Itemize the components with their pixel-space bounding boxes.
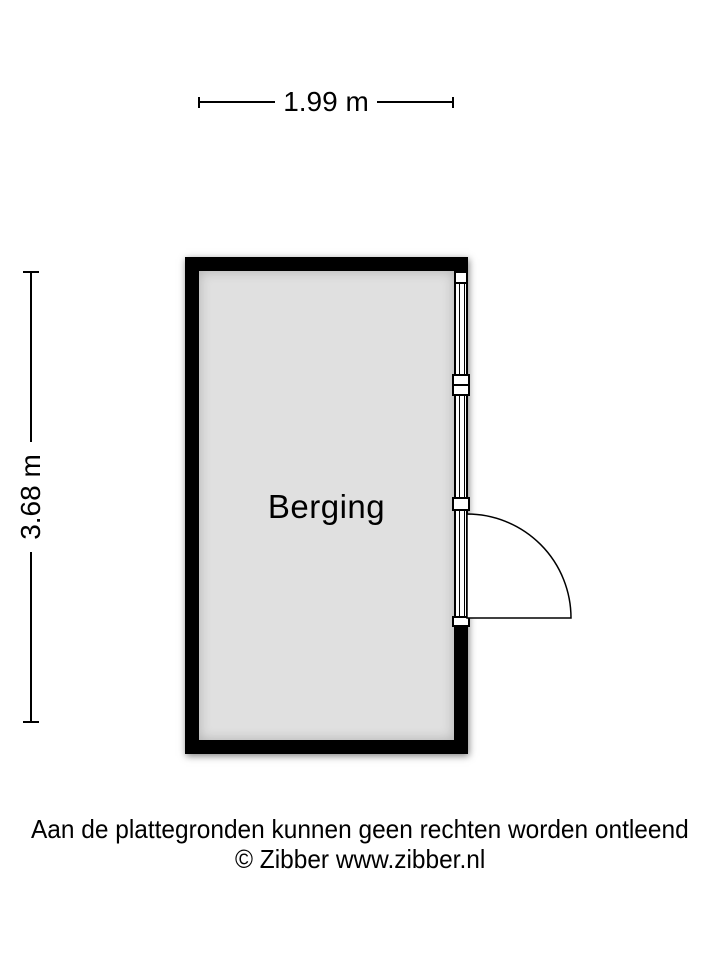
glass-wall-mullion [459, 271, 465, 627]
dimension-line [30, 552, 32, 721]
room-berging [185, 257, 468, 754]
door-frame-block [452, 497, 470, 511]
dimension-line [377, 101, 452, 103]
dimension-line [200, 101, 275, 103]
footer-copyright: © Zibber www.zibber.nl [234, 844, 486, 874]
window-frame-block [454, 271, 468, 284]
height-dimension [15, 271, 46, 723]
width-dimension [198, 86, 454, 117]
footer-disclaimer-line [0, 814, 720, 844]
window-frame-split [454, 384, 468, 386]
footer [0, 814, 720, 874]
height-dimension-label: 3.68 m [15, 454, 46, 540]
dimension-tick [452, 97, 454, 108]
door-sill-block [452, 616, 470, 627]
dimension-tick [23, 721, 39, 723]
window-frame-block [452, 374, 470, 396]
room-label: Berging [267, 488, 386, 525]
dimension-line [30, 273, 32, 442]
glass-wall [454, 271, 468, 627]
height-dimension-label-wrap [15, 442, 46, 552]
width-dimension-label: 1.99 m [283, 86, 369, 117]
footer-copyright-line [0, 844, 720, 874]
footer-disclaimer: Aan de plattegronden kunnen geen rechten worden ontleend [31, 814, 689, 844]
